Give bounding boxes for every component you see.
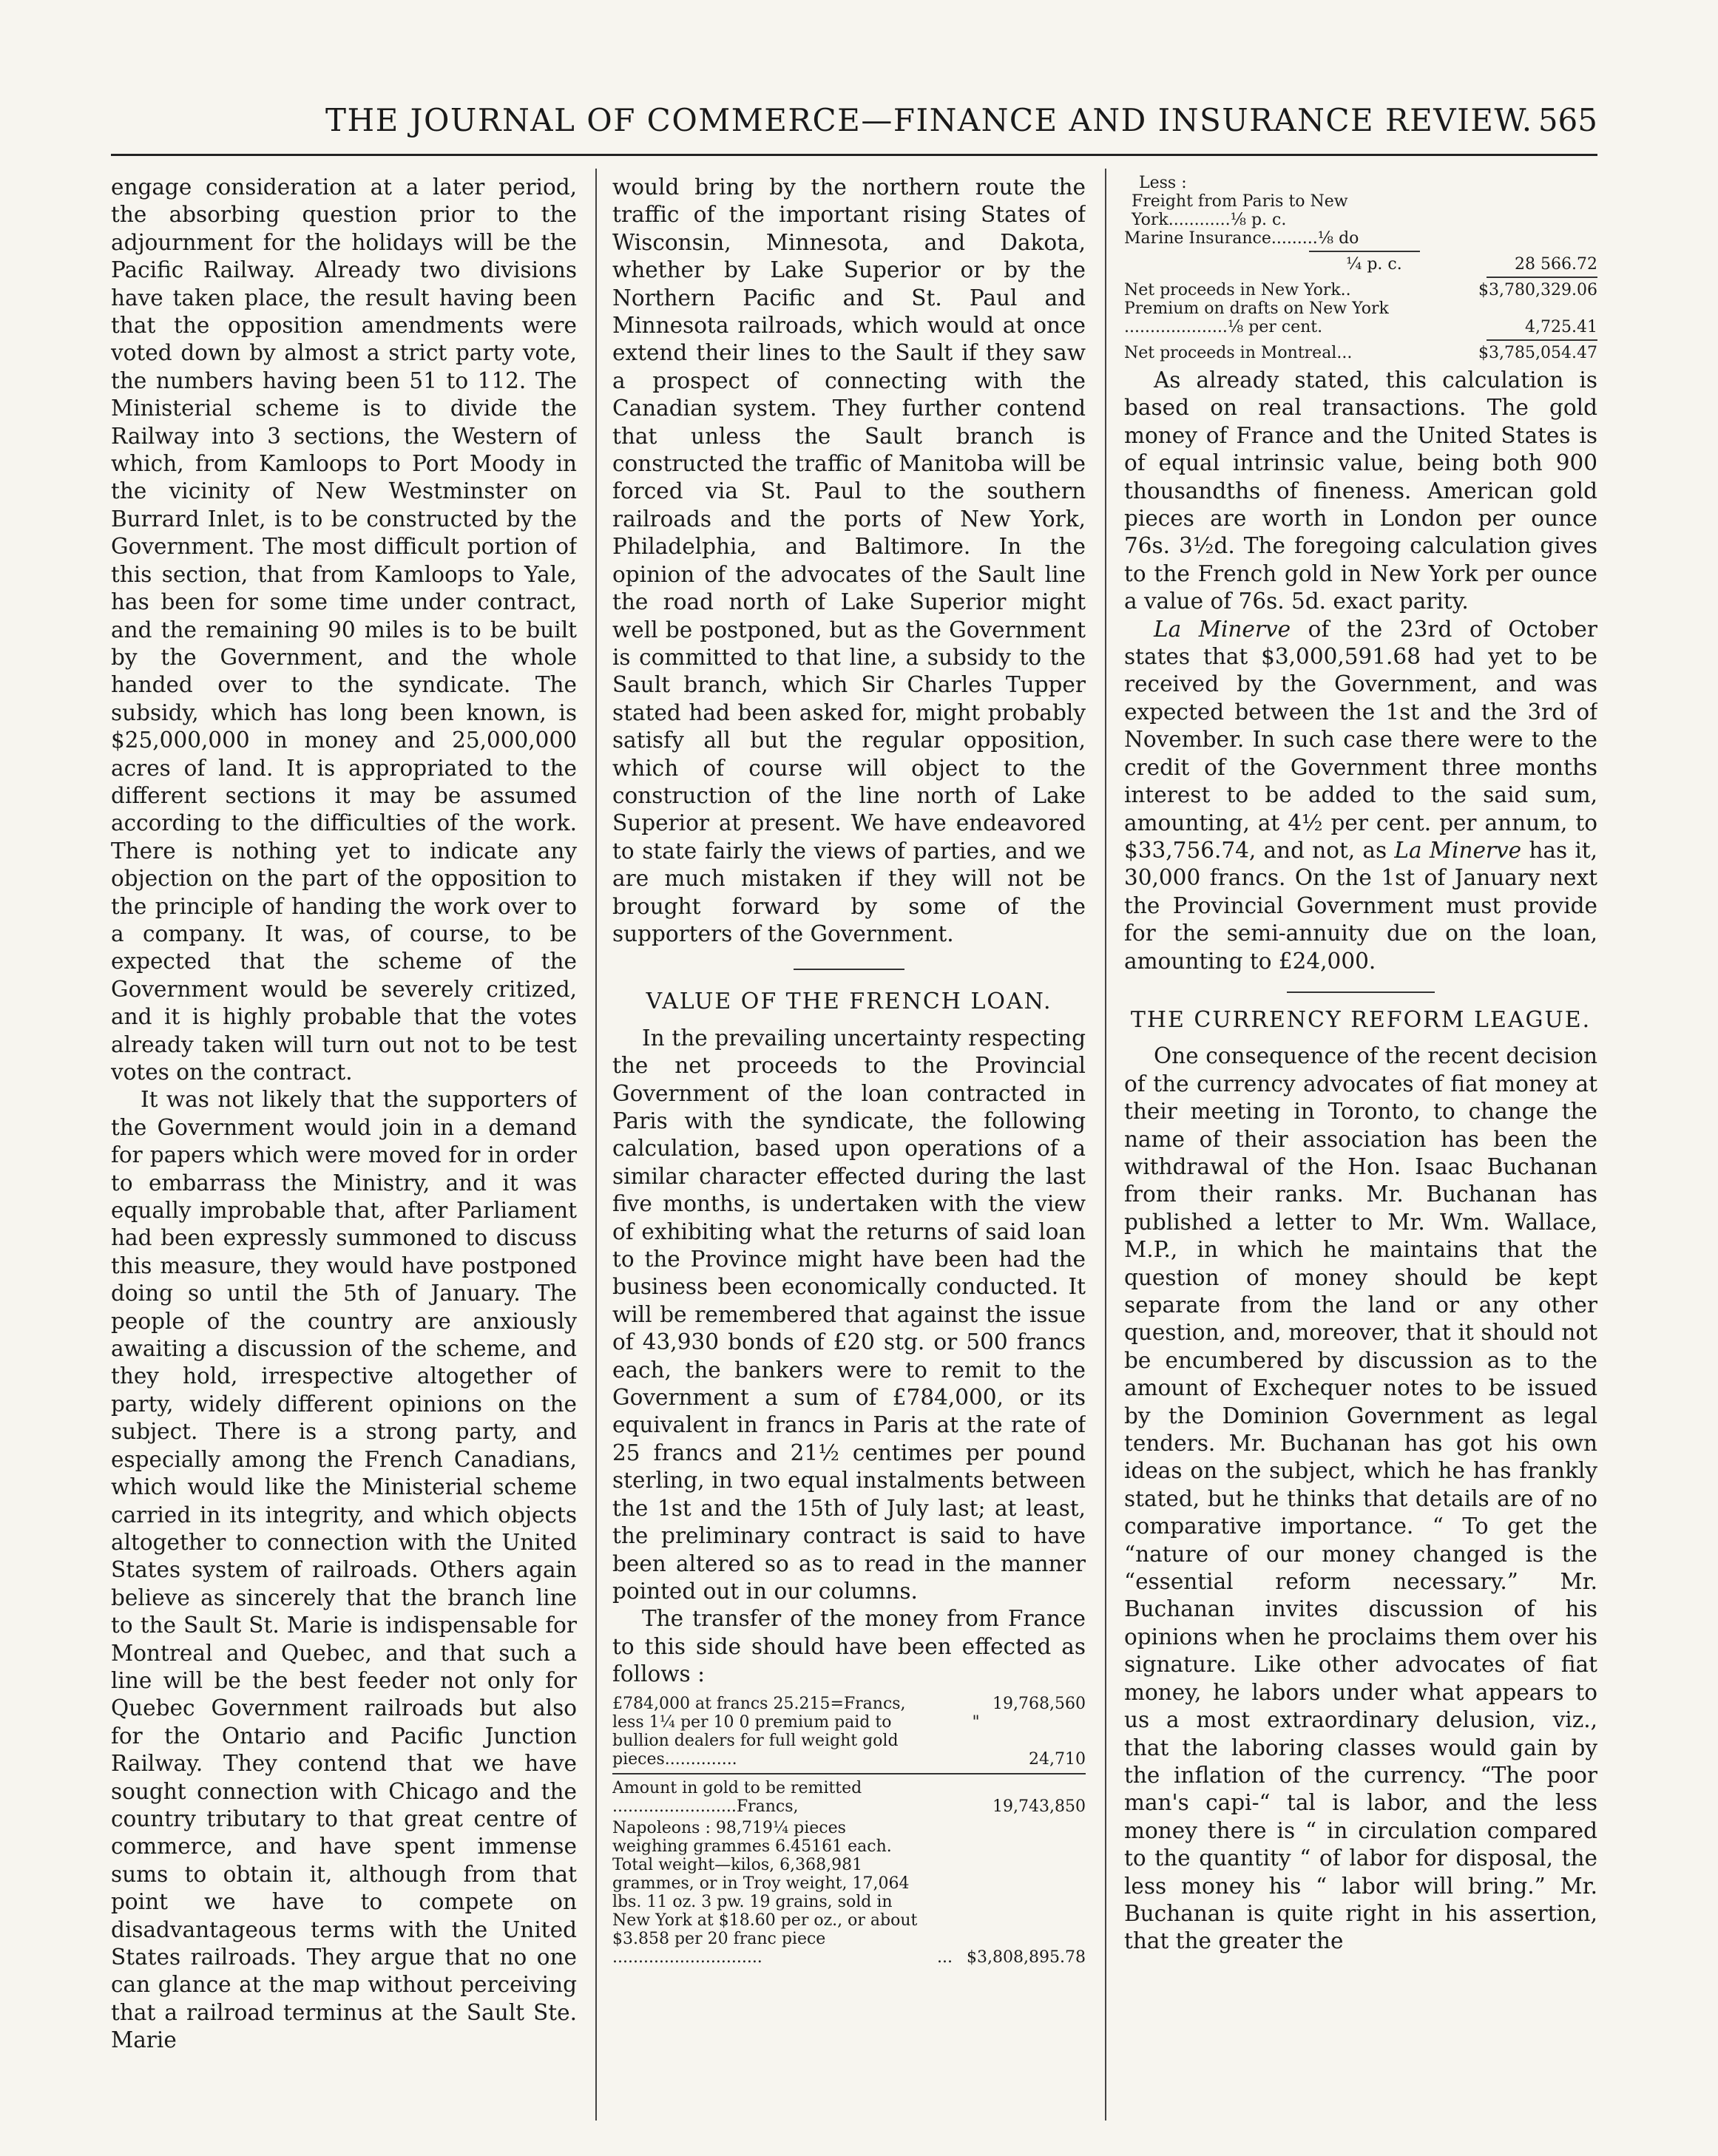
loan-calculation-table — [612, 1695, 1086, 1967]
ellipsis-mark: ... — [937, 1947, 953, 1967]
paragraph: engage consideration at a later period, the absorbing question prior to the adjournment for the holidays will be the Pacific Railway. Already two divisions have taken place, the result having been that the opposition amendments were voted down by almost a strict party vote, the numbers having been 51 to 112. The Ministerial scheme is to divide the Railway into 3 sections, the Western of which, from Kamloops to Port Moody in the vicinity of New Westminster on Burrard Inlet, is to be constructed by the Government. The most difficult portion of this section, that from Kamloops to Yale, has been for some time under contract, and the remaining 90 miles is to be built by the Government, and the whole handed over to the syndicate. The subsidy, which has long been known, is $25,000,000 in money and 25,000,000 acres of land. It is appropriated to the different sections it may be assumed according to the difficulties of the work. There is nothing yet to indicate any objection on the part of the opposition to the principle of handing the work over to a company. It was, of course, to be expected that the scheme of the Government would be severely critized, and it is highly probable that the votes already taken will turn out not to be test votes on the contract. — [111, 174, 577, 1085]
calc-value: 28 566.72 — [1515, 255, 1597, 274]
freight-label: Freight from Paris to New York............⅛ p. c. — [1132, 192, 1348, 229]
paragraph: It was not likely that the supporters of the Government would join in a demand for papers which were moved for in order to embarrass the Ministry, and it was equally improbable that, after Parliament had been expressly summoned to discuss this measure, they would have postponed doing so until the 5th of January. The people of the country are anxiously awaiting a discussion of the scheme, and they hold, irrespective altogether of party, widely different opinions on the subject. There is a strong party, and especially among the French Canadians, which would like the Ministerial scheme carried in its integrity, and which objects altogether to connection with the United States system of railroads. Others again believe as sincerely that the branch line to the Sault St. Marie is indispensable for Montreal and Quebec, and that such a line will be the best feeder not only for Quebec Government railroads but also for the Ontario and Pacific Junction Railway. They contend that we have sought connection with Chicago and the country tributary to that great centre of commerce, and have spent immense sums to obtain it, although from that point we have to compete on disadvantageous terms with the United States railroads. They argue that no one can glance at the map without perceiving that a railroad terminus at the Sault Ste. Marie — [111, 1087, 577, 2053]
marine-label: Marine Insurance.........⅛ do — [1124, 229, 1359, 248]
calc-label: Premium on drafts on New York ....................⅛ per cent. — [1124, 299, 1389, 336]
column-3 — [1124, 174, 1597, 2126]
publication-name: La Minerve — [1154, 616, 1291, 642]
calc-value: $3,785,054.47 — [1478, 344, 1597, 362]
paragraph: As already stated, this calculation is based on real transactions. The gold money of France and the United States is of equal intrinsic value, being both 900 thousandths of fineness. American gold pieces are worth in London per ounce 76s. 3½d. The foregoing calculation gives to the French gold in New York per ounce a value of 76s. 5d. exact parity. — [1124, 367, 1597, 614]
calc-label: Amount in gold to be remitted ........................Francs, — [612, 1778, 862, 1816]
sum-rule — [1309, 251, 1420, 252]
header-rule — [111, 154, 1597, 156]
paragraph-text: has it, 30,000 francs. On the 1st of January next the Provincial Government must provide for the semi-annuity due on the loan, amounting to £24,000. — [1124, 837, 1597, 974]
calc-row — [1124, 344, 1597, 362]
section-divider — [794, 969, 904, 970]
calc-label: Net proceeds in New York.. — [1124, 281, 1351, 299]
ditto-mark: " — [972, 1712, 980, 1732]
paragraph: In the prevailing uncertainty respecting the net proceeds to the Provincial Government of the loan contracted in Paris with the syndicate, the following calculation, based upon operations of a similar character effected during the last five months, is undertaken with the view of exhibiting what the returns of said loan to the Province might have been had the business been economically conducted. It will be remembered that against the issue of 43,930 bonds of £20 stg. or 500 francs each, the bankers were to remit to the Government a sum of £784,000, or its equivalent in francs in Paris at the rate of 25 francs and 21½ centimes per pound sterling, in two equal instalments between the 1st and the 15th of July last; at least, the preliminary contract is said to have been altered so as to read in the manner pointed out in our columns. — [612, 1025, 1086, 1604]
calc-label: £784,000 at francs 25.215=Francs, — [612, 1694, 906, 1713]
calc-value: $3,808,895.78 — [967, 1947, 1086, 1967]
calc-row — [1124, 299, 1597, 336]
calc-row — [612, 1779, 1086, 1816]
sum-rule — [1487, 277, 1597, 278]
column-1 — [111, 174, 577, 2126]
calc-value: 19,768,560 — [992, 1694, 1086, 1713]
calc-label: Napoleons : 98,719¼ pieces weighing grammes 6.45161 each. Total weight—kilos, 6,368,981 grammes, or in Troy weight, 17,064 lbs. 11 oz. 3 pw. 19 grains, sold in New York at $18.60 per oz., or about $3.858 per 20 franc piece ............................. — [612, 1818, 918, 1967]
paragraph: The transfer of the money from France to this side should have been effected as follows : — [612, 1606, 1086, 1687]
paragraph-text: of the 23rd of October states that $3,000,591.68 had yet to be received by the Government, and was expected between the 1st and the 3rd of November. In such case there were to the credit of the Government three months interest to be added to the said sum, amounting, at 4½ per cent. per annum, to $33,756.74, and not, as — [1124, 616, 1597, 863]
calc-value: 24,710 — [1029, 1749, 1086, 1769]
calc-rule — [612, 1773, 1086, 1774]
column-2 — [612, 174, 1086, 2126]
calc-row — [612, 1713, 1086, 1769]
calc-label: ¼ p. c. — [1346, 255, 1402, 274]
column-divider-1 — [595, 169, 597, 2121]
paragraph: would bring by the northern route the traffic of the important rising States of Wisconsin, Minnesota, and Dakota, whether by Lake Superior or by the Northern Pacific and St. Paul and Minnesota railroads, which would at once extend their lines to the Sault if they saw a prospect of connecting with the Canadian system. They further contend that unless the Sault branch is constructed the traffic of Manitoba will be forced via St. Paul to the southern railroads and the ports of New York, Philadelphia, and Baltimore. In the opinion of the advocates of the Sault line the road north of Lake Superior might well be postponed, but as the Government is committed to that line, a subsidy to the Sault branch, which Sir Charles Tupper stated had been asked for, might probably satisfy all but the regular opposition, which of course will object to the construction of the line north of Lake Superior at present. We have endeavored to state fairly the views of parties, and we are much mistaken if they will not be brought forward by some of the supporters of the Government. — [612, 174, 1086, 946]
calc-row — [1124, 281, 1597, 299]
calc-row — [1124, 255, 1597, 274]
page-header — [111, 102, 1597, 146]
calc-row — [612, 1695, 1086, 1713]
calc-row — [612, 1819, 1086, 1967]
publication-name: La Minerve — [1394, 837, 1522, 863]
section-title-currency-reform: THE CURRENCY REFORM LEAGUE. — [1130, 1006, 1592, 1033]
paragraph: One consequence of the recent decision of the currency advocates of fiat money at their meeting in Toronto, to change the name of their association has been the withdrawal of the Hon. Isaac Buchanan from their ranks. Mr. Buchanan has published a letter to Mr. Wm. Wallace, M.P., in which he maintains that the question of money should be kept separate from the land or any other question, and, moreover, that it should not be encumbered by discussion as to the amount of Exchequer notes to be issued by the Dominion Government as legal tenders. Mr. Buchanan has got his own ideas on the subject, which he has frankly stated, but he thinks that details are of no comparative importance. “ To get the “nature of our money changed is the “essential reform necessary.” Mr. Buchanan invites discussion of his opinions when he proclaims them over his signature. Like other advocates of fiat money, he labors under what appears to us a most extraordinary delusion, viz., that the laboring classes would gain by the inflation of the currency. “The poor man's capi-“ tal is labor, and the less money there is “ in circulation compared to the quantity “ of labor for disposal, the less money his “ labor will bring.” Mr. Buchanan is quite right in his assertion, that the greater the — [1124, 1043, 1597, 1954]
sum-rule — [1487, 339, 1597, 341]
less-label: Less : — [1139, 174, 1187, 192]
page-number: 565 — [1538, 102, 1597, 138]
calc-value: 19,743,850 — [992, 1797, 1086, 1816]
calc-label: Net proceeds in Montreal... — [1124, 344, 1353, 362]
proceeds-table — [1124, 174, 1597, 362]
column-divider-2 — [1105, 169, 1106, 2121]
calc-value: 4,725.41 — [1525, 318, 1597, 336]
calc-value: $3,780,329.06 — [1478, 281, 1597, 299]
journal-title: THE JOURNAL OF COMMERCE—FINANCE AND INSURANCE REVIEW. — [325, 102, 1533, 138]
paragraph — [1124, 616, 1597, 975]
section-divider — [1287, 991, 1435, 993]
calc-label: less 1¼ per 10 0 premium paid to bullion dealers for full weight gold pieces.............. — [612, 1712, 899, 1769]
section-title-french-loan: VALUE OF THE FRENCH LOAN. — [646, 989, 1052, 1015]
